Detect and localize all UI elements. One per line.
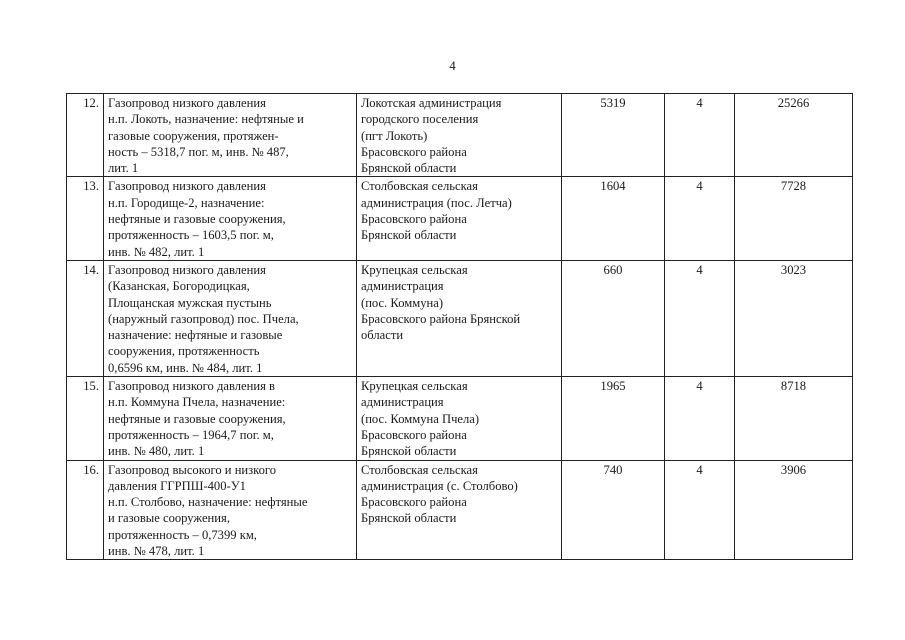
column-6-value: 25266 [735,94,853,177]
pipeline-description [104,377,357,460]
administration-line: Брасовского района [361,427,467,442]
description-line: протяженность – 1964,7 пог. м, [108,427,274,442]
description-line: нефтяные и газовые сооружения, [108,411,286,426]
column-5-value: 4 [665,94,735,177]
administration-line: администрация (с. Столбово) [361,478,518,493]
pipeline-description [104,94,357,177]
description-line: газовые сооружения, протяжен- [108,128,279,143]
administration [357,377,562,460]
row-number: 13. [67,177,104,260]
administration-line: Брасовского района [361,212,467,227]
registry-table-body [67,94,853,560]
length-value: 1604 [562,177,665,260]
row-number: 12. [67,94,104,177]
description-line: и газовые сооружения, [108,511,230,526]
description-line: н.п. Городище-2, назначение: [108,195,265,210]
description-line: протяженность – 1603,5 пог. м, [108,228,274,243]
administration-line: Локотская администрация [361,96,502,110]
length-value: 740 [562,460,665,560]
column-6-value: 3906 [735,460,853,560]
administration-line: Столбовская сельская [361,462,478,477]
administration-line: администрация [361,395,444,410]
length-value: 5319 [562,94,665,177]
administration [357,460,562,560]
row-number: 16. [67,460,104,560]
description-line: (Казанская, Богородицкая, [108,279,250,294]
pipeline-description [104,177,357,260]
table-row [67,260,853,376]
description-line: н.п. Локоть, назначение: нефтяные и [108,112,304,127]
column-5-value: 4 [665,177,735,260]
administration [357,94,562,177]
description-line: ность – 5318,7 пог. м, инв. № 487, [108,144,289,159]
description-line: протяженность – 0,7399 км, [108,527,257,542]
administration-line: администрация [361,279,444,294]
column-5-value: 4 [665,377,735,460]
description-line: н.п. Коммуна Пчела, назначение: [108,395,286,410]
description-line: инв. № 480, лит. 1 [108,444,205,459]
description-line: Газопровод низкого давления [108,96,266,110]
administration-line: Брасовского района [361,144,467,159]
description-line: давления ГГРПШ-400-У1 [108,478,246,493]
administration-line: Брасовского района Брянской [361,311,521,326]
row-number: 14. [67,260,104,376]
description-line: инв. № 478, лит. 1 [108,544,205,559]
administration-line: Брянской области [361,161,457,176]
column-5-value: 4 [665,260,735,376]
registry-table [66,93,853,560]
description-line: Газопровод низкого давления в [108,379,275,394]
table-row [67,460,853,560]
table-row [67,377,853,460]
row-number: 15. [67,377,104,460]
administration-line: (пгт Локоть) [361,128,428,143]
description-line: инв. № 482, лит. 1 [108,244,205,259]
description-line: нефтяные и газовые сооружения, [108,212,286,227]
description-line: (наружный газопровод) пос. Пчела, [108,311,299,326]
administration-line: (пос. Коммуна) [361,295,444,310]
column-6-value: 3023 [735,260,853,376]
administration-line: области [361,328,404,343]
length-value: 1965 [562,377,665,460]
administration [357,177,562,260]
pipeline-description [104,260,357,376]
administration-line: Брасовского района [361,495,467,510]
table-row [67,177,853,260]
administration-line: городского поселения [361,112,479,127]
page-number: 4 [449,58,456,73]
description-line: лит. 1 [108,161,139,176]
column-6-value: 7728 [735,177,853,260]
table-row [67,94,853,177]
description-line: н.п. Столбово, назначение: нефтяные [108,495,308,510]
administration-line: Брянской области [361,511,457,526]
description-line: 0,6596 км, инв. № 484, лит. 1 [108,360,263,375]
column-6-value: 8718 [735,377,853,460]
administration-line: Брянской области [361,444,457,459]
administration-line: Крупецкая сельская [361,262,468,277]
description-line: сооружения, протяженность [108,344,260,359]
administration [357,260,562,376]
length-value: 660 [562,260,665,376]
description-line: Газопровод низкого давления [108,262,266,277]
description-line: Площанская мужская пустынь [108,295,272,310]
administration-line: Брянской области [361,228,457,243]
administration-line: администрация (пос. Летча) [361,195,512,210]
administration-line: (пос. Коммуна Пчела) [361,411,480,426]
administration-line: Крупецкая сельская [361,379,468,394]
description-line: Газопровод высокого и низкого [108,462,277,477]
column-5-value: 4 [665,460,735,560]
description-line: назначение: нефтяные и газовые [108,328,283,343]
description-line: Газопровод низкого давления [108,179,266,194]
pipeline-description [104,460,357,560]
administration-line: Столбовская сельская [361,179,478,194]
